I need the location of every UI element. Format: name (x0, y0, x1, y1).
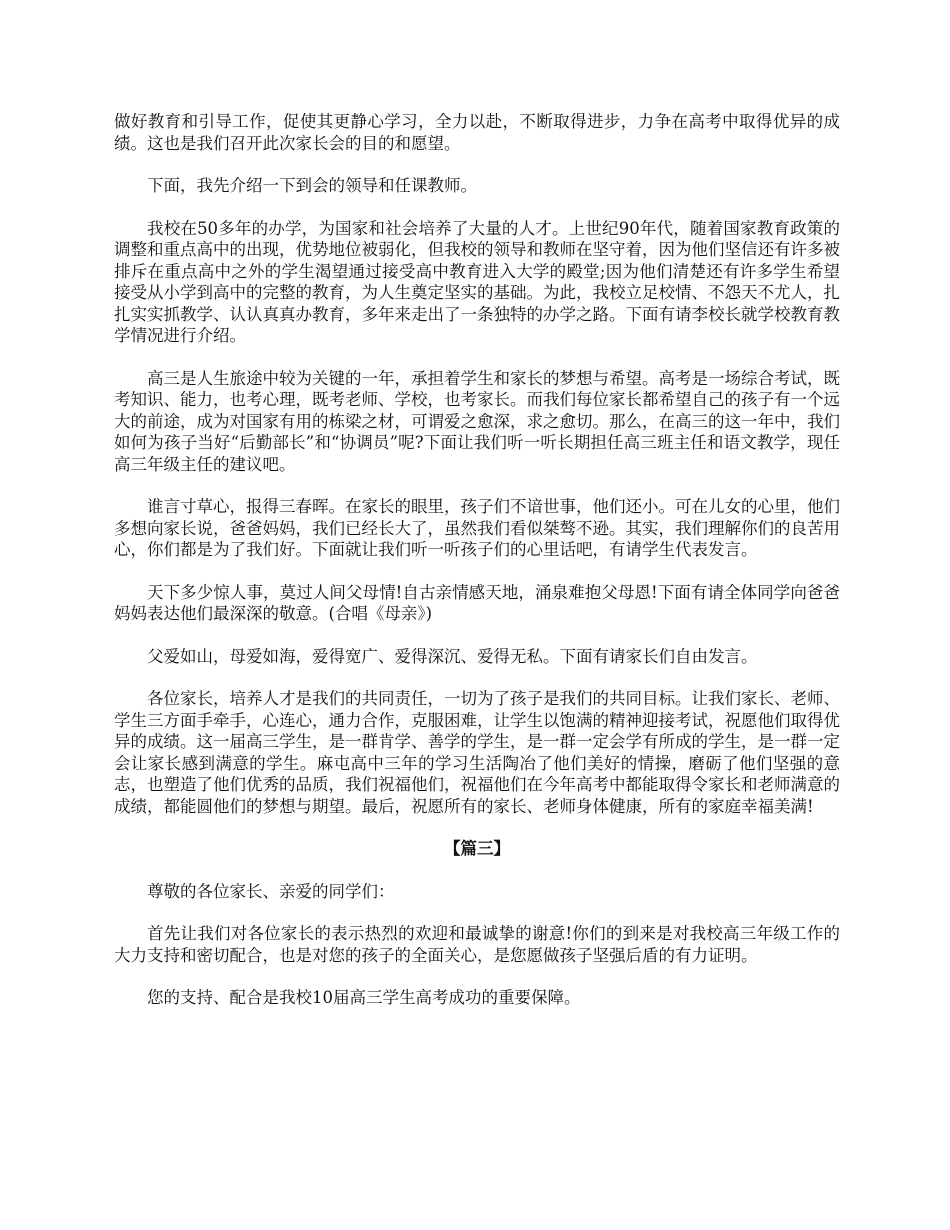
paragraph-chorus: 天下多少惊人事，莫过人间父母情!自古亲情感天地，涌泉难抱父母恩!下面有请全体同学向爸爸妈妈表达他们最深深的敬意。(合唱《母亲》) (114, 582, 840, 623)
paragraph-school-history: 我校在50多年的办学，为国家和社会培养了大量的人才。上世纪90年代，随着国家教育政策的调整和重点高中的出现，优势地位被弱化，但我校的领导和教师在坚守着，因为他们坚信还有许多被排斥在重点高中之外的学生渴望通过接受高中教育进入大学的殿堂;因为他们清楚还有许多学生希望接受从小学到高中的完整的教育，为人生奠定坚实的基础。为此，我校立足校情、不怨天不尤人，扎扎实实抓教学、认认真真办教育，多年来走出了一条独特的办学之路。下面有请李校长就学校教育教学情况进行介绍。 (114, 218, 840, 345)
paragraph-support: 您的支持、配合是我校10届高三学生高考成功的重要保障。 (147, 988, 581, 1007)
paragraph-intro-continuation: 做好教育和引导工作，促使其更静心学习，全力以赴，不断取得进步，力争在高考中取得优异的成绩。这也是我们召开此次家长会的目的和愿望。 (114, 112, 840, 153)
paragraph-welcome: 首先让我们对各位家长的表示热烈的欢迎和最诚挚的谢意!你们的到来是对我校高三年级工作的大力支持和密切配合，也是对您的孩子的全面关心，是您愿做孩子坚强后盾的有力证明。 (114, 924, 840, 965)
paragraph-senior-year: 高三是人生旅途中较为关键的一年，承担着学生和家长的梦想与希望。高考是一场综合考试，既考知识、能力，也考心理，既考老师、学校，也考家长。而我们每位家长都希望自己的孩子有一个远大的前途，成为对国家有用的栋梁之材，可谓爱之愈深，求之愈切。那么，在高三的这一年中，我们如何为孩子当好“后勤部长”和“协调员”呢?下面让我们听一听长期担任高三班主任和语文教学，现任高三年级主任的建议吧。 (114, 368, 840, 474)
paragraph-parents-speech: 父爱如山，母爱如海，爱得宽广、爱得深沉、爱得无私。下面有请家长们自由发言。 (147, 646, 758, 666)
document-body (114, 111, 840, 1030)
paragraph-introduce-teachers: 下面，我先介绍一下到会的领导和任课教师。 (147, 176, 477, 195)
paragraph-student-representative: 谁言寸草心，报得三春晖。在家长的眼里，孩子们不谙世事，他们还小。可在儿女的心里，他们多想向家长说，爸爸妈妈，我们已经长大了，虽然我们看似桀骜不逊。其实，我们理解你们的良苦用心，你们都是为了我们好。下面就让我们听一听孩子们的心里话吧，有请学生代表发言。 (114, 497, 840, 559)
paragraph-closing: 各位家长，培养人才是我们的共同责任，一切为了孩子是我们的共同目标。让我们家长、老师、学生三方面手牵手，心连心，通力合作，克服困难，让学生以饱满的精神迎接考试，祝愿他们取得优异的成绩。这一届高三学生，是一群肯学、善学的学生，是一群一定会学有所成的学生，是一群一定会让家长感到满意的学生。麻屯高中三年的学习生活陶冶了他们美好的情操，磨砺了他们坚强的意志，也塑造了他们优秀的品质，我们祝福他们，祝福他们在今年高考中都能取得令家长和老师满意的成绩，都能圆他们的梦想与期望。最后，祝愿所有的家长、老师身体健康，所有的家庭幸福美满! (114, 689, 840, 816)
section-heading: 【篇三】 (444, 839, 510, 858)
paragraph-salutation: 尊敬的各位家长、亲爱的同学们： (147, 881, 395, 901)
